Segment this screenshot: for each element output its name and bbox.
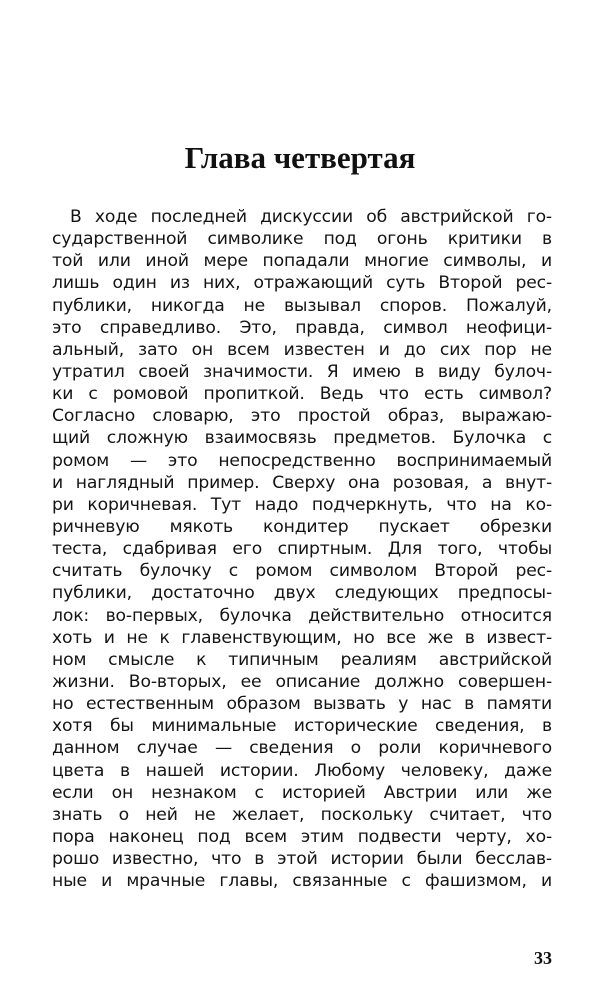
text-line: пора наконец под всем этим подвести черту, хо- — [52, 826, 552, 847]
text-line: хоть и не к главенствующим, но все же в извест- — [52, 627, 552, 648]
text-line: ные и мрачные главы, связанные с фашизмом, и — [52, 871, 552, 892]
text-line: альный, зато он всем известен и до сих пор не — [52, 339, 552, 360]
text-line: лок: во-первых, булочка действительно относится — [52, 605, 552, 626]
text-line: считать булочку с ромом символом Второй рес- — [52, 561, 552, 582]
text-line: Согласно словарю, это простой образ, выражаю- — [52, 406, 552, 427]
text-line: утратил своей значимости. Я имею в виду булоч- — [52, 361, 552, 382]
text-line: сударственной символике под огонь критики в — [52, 229, 552, 250]
text-line: ном смысле к типичным реалиям австрийской — [52, 649, 552, 670]
text-line: но естественным образом вызвать у нас в памяти — [52, 694, 552, 715]
page-number: 33 — [534, 948, 552, 968]
chapter-body-text — [52, 206, 552, 892]
text-line: ричневую мякоть кондитер пускает обрезки — [52, 516, 552, 537]
text-line: цвета в нашей истории. Любому человеку, даже — [52, 760, 552, 781]
text-line: это справедливо. Это, правда, символ неофици- — [52, 317, 552, 338]
text-line: публики, достаточно двух следующих предпосы- — [52, 583, 552, 604]
text-line: если он незнаком с историей Австрии или же — [52, 782, 552, 803]
text-line: хотя бы минимальные исторические сведения, в — [52, 716, 552, 737]
chapter-title: Глава четвертая — [184, 140, 416, 175]
text-line: знать о ней не желает, поскольку считает, что — [52, 804, 552, 825]
text-line: публики, никогда не вызывал споров. Пожалуй, — [52, 295, 552, 316]
text-line: и наглядный пример. Сверху она розовая, а внут- — [52, 472, 552, 493]
text-line: жизни. Во-вторых, ее описание должно совершен- — [52, 671, 552, 692]
text-line: рошо известно, что в этой истории были бесслав- — [52, 849, 552, 870]
text-line: В ходе последней дискуссии об австрийской го- — [70, 207, 552, 227]
text-line: теста, сдабривая его спиртным. Для того, чтобы — [52, 539, 552, 560]
text-line: той или иной мере попадали многие символы, и — [52, 251, 552, 272]
text-line: данном случае — сведения о роли коричневого — [52, 738, 552, 759]
text-line: ки с ромовой пропиткой. Ведь что есть символ? — [52, 384, 552, 405]
text-line: ри коричневая. Тут надо подчеркнуть, что на ко- — [52, 494, 552, 515]
text-line: лишь один из них, отражающий суть Второй рес- — [52, 273, 552, 294]
text-line: ромом — это непосредственно воспринимаемый — [52, 450, 552, 471]
text-line: щий сложную взаимосвязь предметов. Булочка с — [52, 428, 552, 449]
